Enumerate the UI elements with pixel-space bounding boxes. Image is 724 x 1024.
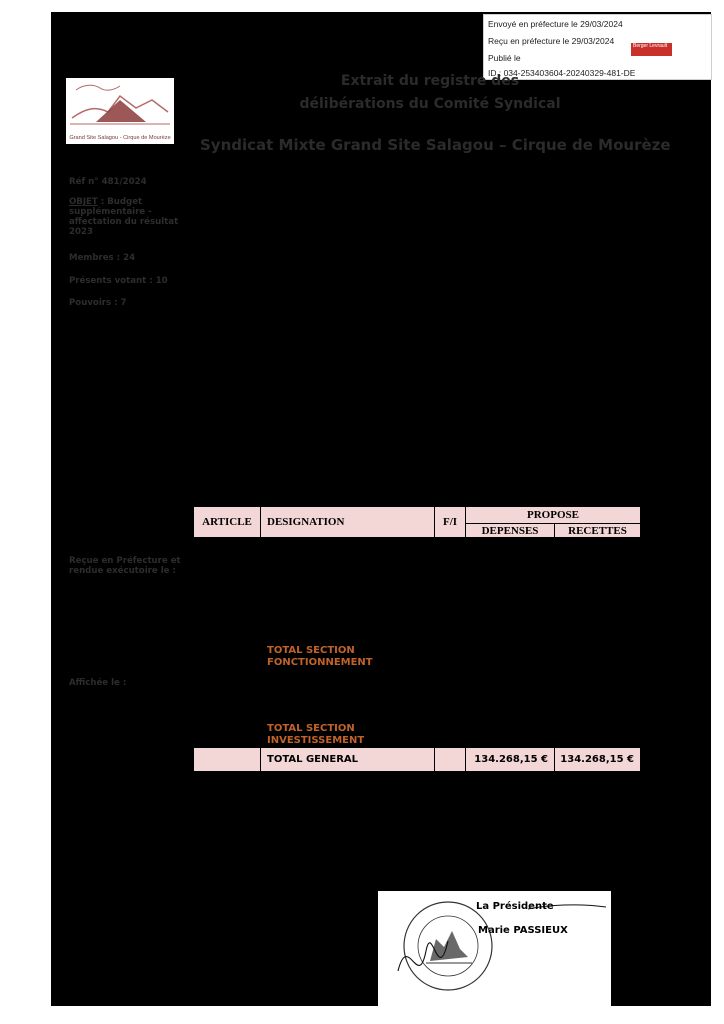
berger-levrault-logo: Berger Levrault xyxy=(631,43,672,56)
signatory-name: Marie PASSIEUX xyxy=(478,925,568,936)
document-title-line1: Extrait du registre des xyxy=(340,73,520,89)
header-article: ARTICLE xyxy=(193,506,261,538)
reference-number: Réf n° 481/2024 xyxy=(69,177,147,187)
total-general-recettes: 134.268,15 € xyxy=(554,747,641,772)
grand-site-logo xyxy=(66,78,174,144)
total-general-label: TOTAL GENERAL xyxy=(260,747,435,772)
total-section-fonctionnement: TOTAL SECTION FONCTIONNEMENT xyxy=(267,645,373,668)
stamp-published: Publié le xyxy=(488,53,521,63)
total-general-article xyxy=(193,747,261,772)
landscape-logo-icon xyxy=(66,78,174,130)
signature-block xyxy=(378,891,611,1006)
affichee-le: Affichée le : xyxy=(69,678,127,688)
document-title-line2: délibérations du Comité Syndical xyxy=(299,96,561,112)
header-fi: F/I xyxy=(434,506,466,538)
syndicat-name: Syndicat Mixte Grand Site Salagou – Cirque de Mourèze xyxy=(200,136,671,154)
presents-votant: Présents votant : 10 xyxy=(69,276,168,286)
stamp-received: Reçu en préfecture le 29/03/2024 xyxy=(488,36,615,46)
header-designation: DESIGNATION xyxy=(260,506,435,538)
header-recettes: RECETTES xyxy=(554,523,641,538)
stamp-sent: Envoyé en préfecture le 29/03/2024 xyxy=(488,19,623,29)
objet-label: OBJET xyxy=(69,197,98,207)
total-general-fi xyxy=(434,747,466,772)
logo-caption: Grand Site Salagou - Cirque de Mourèze xyxy=(69,135,171,141)
stamp-id: ID : 034-253403604-20240329-481-DE xyxy=(488,68,636,78)
total-section-investissement: TOTAL SECTION INVESTISSEMENT xyxy=(267,723,365,746)
objet-text: : Budget supplémentaire - affectation du résultat 2023 xyxy=(69,197,179,237)
header-propose: PROPOSE xyxy=(465,506,641,524)
signatory-role: La Présidente xyxy=(476,901,554,912)
header-depenses: DEPENSES xyxy=(465,523,555,538)
prefecture-stamp xyxy=(483,14,712,80)
pouvoirs-count: Pouvoirs : 7 xyxy=(69,298,127,308)
recue-prefecture: Reçue en Préfecture et rendue exécutoire le : xyxy=(69,556,181,576)
objet xyxy=(69,197,179,237)
membres-count: Membres : 24 xyxy=(69,253,136,263)
total-general-depenses: 134.268,15 € xyxy=(465,747,555,772)
